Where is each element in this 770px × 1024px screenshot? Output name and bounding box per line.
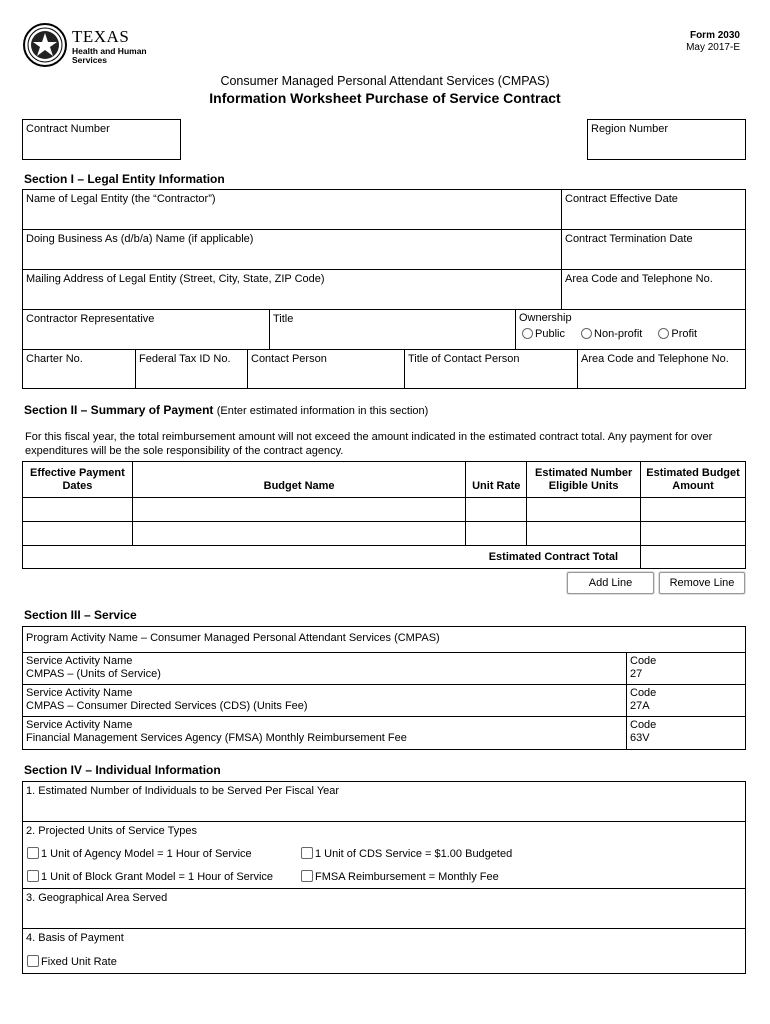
form-date: May 2017-E xyxy=(686,42,740,53)
service-activity-value: CMPAS – Consumer Directed Services (CDS) (Units Fee) xyxy=(26,700,308,712)
payment-row xyxy=(23,498,746,522)
rep-title-label: Title xyxy=(273,313,294,325)
section2-title: Section II – Summary of Payment xyxy=(24,403,214,417)
form-title-line1: Consumer Managed Personal Attendant Services (CMPAS) xyxy=(220,74,550,88)
service-activity-row-2 xyxy=(22,684,627,717)
dba-name-field[interactable] xyxy=(22,229,562,270)
section2-paragraph: For this fiscal year, the total reimbursement amount will not exceed the amount indicated in the estimated contract total. Any payment for over expenditures will be the sole responsibility of the contract agency. xyxy=(25,431,713,457)
ownership-profit-option[interactable] xyxy=(658,328,697,340)
area-code-phone-field[interactable] xyxy=(561,269,746,310)
federal-tax-id-field[interactable] xyxy=(135,349,248,389)
contractor-rep-label: Contractor Representative xyxy=(26,313,155,325)
est-amount-input[interactable] xyxy=(641,522,746,546)
dba-name-label: Doing Business As (d/b/a) Name (if applicable) xyxy=(26,233,254,245)
est-units-input[interactable] xyxy=(527,498,641,522)
checkbox-icon[interactable] xyxy=(27,870,39,882)
logo-line1: Health and Human xyxy=(72,46,147,56)
form-number-block xyxy=(686,30,740,54)
section3-heading: Section III – Service xyxy=(24,608,137,622)
payment-total-row xyxy=(23,546,746,569)
agency-model-option[interactable] xyxy=(27,847,252,860)
hhs-logo xyxy=(22,22,152,72)
budget-name-input[interactable] xyxy=(132,498,465,522)
cds-service-option[interactable] xyxy=(301,847,512,860)
payment-dates-input[interactable] xyxy=(23,522,133,546)
est-individuals-label: 1. Estimated Number of Individuals to be Served Per Fiscal Year xyxy=(26,785,340,797)
ownership-public-option[interactable] xyxy=(522,328,565,340)
service-activity-value: CMPAS – (Units of Service) xyxy=(26,668,161,680)
code-label: Code xyxy=(630,687,657,699)
radio-profit-icon[interactable] xyxy=(658,328,669,339)
title-contact-person-field[interactable] xyxy=(404,349,578,389)
form-number: Form 2030 xyxy=(689,30,740,41)
contract-effective-date-label: Contract Effective Date xyxy=(565,193,678,205)
geo-area-field[interactable] xyxy=(22,888,746,929)
code-label: Code xyxy=(630,655,657,667)
service-code-row-2 xyxy=(626,684,746,717)
cds-service-label: 1 Unit of CDS Service = $1.00 Budgeted xyxy=(315,848,513,860)
contract-termination-date-label: Contract Termination Date xyxy=(565,233,693,245)
service-code-row-3 xyxy=(626,716,746,750)
logo-line2: Services xyxy=(72,55,107,65)
unit-rate-input[interactable] xyxy=(466,498,527,522)
contractor-rep-field[interactable] xyxy=(22,309,270,350)
checkbox-icon[interactable] xyxy=(27,847,39,859)
title-contact-person-label: Title of Contact Person xyxy=(408,353,520,365)
contract-termination-date-field[interactable] xyxy=(561,229,746,270)
contract-number-label: Contract Number xyxy=(26,123,110,135)
service-activity-label: Service Activity Name xyxy=(26,719,133,731)
payment-header-row xyxy=(23,462,746,498)
code-label: Code xyxy=(630,719,657,731)
code-value: 63V xyxy=(630,732,650,744)
unit-rate-input[interactable] xyxy=(466,522,527,546)
code-value: 27 xyxy=(630,668,643,680)
charter-no-label: Charter No. xyxy=(26,353,83,365)
col-est-amount: Estimated Budget Amount xyxy=(641,462,746,498)
contract-effective-date-field[interactable] xyxy=(561,189,746,230)
mailing-address-label: Mailing Address of Legal Entity (Street, City, State, ZIP Code) xyxy=(26,273,325,285)
est-amount-input[interactable] xyxy=(641,498,746,522)
logo-texas-text: TEXAS xyxy=(72,27,130,46)
service-code-row-1 xyxy=(626,652,746,685)
basis-payment-field xyxy=(22,928,746,974)
checkbox-icon[interactable] xyxy=(301,847,313,859)
ownership-profit-label: Profit xyxy=(671,328,698,340)
payment-dates-input[interactable] xyxy=(23,498,133,522)
ownership-public-label: Public xyxy=(535,328,565,340)
est-contract-total-input[interactable] xyxy=(641,546,746,569)
texas-seal-icon xyxy=(22,22,68,68)
service-activity-row-1 xyxy=(22,652,627,685)
region-number-label: Region Number xyxy=(591,123,669,135)
federal-tax-id-label: Federal Tax ID No. xyxy=(139,353,231,365)
charter-no-field[interactable] xyxy=(22,349,136,389)
radio-nonprofit-icon[interactable] xyxy=(581,328,592,339)
area-code-phone-label: Area Code and Telephone No. xyxy=(565,273,713,285)
est-individuals-field[interactable] xyxy=(22,781,746,822)
fixed-unit-rate-label: Fixed Unit Rate xyxy=(41,956,117,968)
agency-model-label: 1 Unit of Agency Model = 1 Hour of Service xyxy=(41,848,252,860)
est-units-input[interactable] xyxy=(527,522,641,546)
ownership-nonprofit-option[interactable] xyxy=(581,328,642,340)
ownership-nonprofit-label: Non-profit xyxy=(594,328,643,340)
budget-name-input[interactable] xyxy=(132,522,465,546)
legal-entity-name-field[interactable] xyxy=(22,189,562,230)
section4-heading: Section IV – Individual Information xyxy=(24,763,221,777)
col-unit-rate: Unit Rate xyxy=(466,462,527,498)
area-code-phone2-label: Area Code and Telephone No. xyxy=(581,353,729,365)
contract-number-field[interactable] xyxy=(22,119,181,160)
payment-row xyxy=(23,522,746,546)
program-activity-row xyxy=(22,626,746,653)
contact-person-field[interactable] xyxy=(247,349,405,389)
add-line-button[interactable]: Add Line xyxy=(567,572,654,594)
service-activity-row-3 xyxy=(22,716,627,750)
section2-note: (Enter estimated information in this section) xyxy=(216,405,429,417)
service-activity-label: Service Activity Name xyxy=(26,687,133,699)
contact-person-label: Contact Person xyxy=(251,353,327,365)
ownership-options xyxy=(519,328,742,341)
est-contract-total-label: Estimated Contract Total xyxy=(23,546,641,569)
legal-entity-name-label: Name of Legal Entity (the “Contractor”) xyxy=(26,193,216,205)
section2-heading xyxy=(24,403,428,417)
col-est-units: Estimated Number Eligible Units xyxy=(527,462,641,498)
col-budget-name: Budget Name xyxy=(132,462,465,498)
rep-title-field[interactable] xyxy=(269,309,516,350)
form-title-line2: Information Worksheet Purchase of Service Contract xyxy=(209,90,561,106)
col-effective-payment-dates: Effective Payment Dates xyxy=(23,462,133,498)
program-activity-label: Program Activity Name – Consumer Managed Personal Attendant Services (CMPAS) xyxy=(26,632,440,644)
section1-heading: Section I – Legal Entity Information xyxy=(24,172,225,186)
geo-area-label: 3. Geographical Area Served xyxy=(26,892,168,904)
checkbox-icon[interactable] xyxy=(301,870,313,882)
code-value: 27A xyxy=(630,700,650,712)
area-code-phone2-field[interactable] xyxy=(577,349,746,389)
fmsa-label: FMSA Reimbursement = Monthly Fee xyxy=(315,871,499,883)
remove-line-button[interactable]: Remove Line xyxy=(659,572,745,594)
basis-payment-label: 4. Basis of Payment xyxy=(26,932,124,944)
checkbox-icon[interactable] xyxy=(27,955,39,967)
fmsa-option[interactable] xyxy=(301,870,499,883)
ownership-label: Ownership xyxy=(519,312,572,324)
projected-units-label: 2. Projected Units of Service Types xyxy=(26,825,197,837)
block-grant-option[interactable] xyxy=(27,870,273,883)
region-number-field[interactable] xyxy=(587,119,746,160)
ownership-field xyxy=(515,309,746,350)
radio-public-icon[interactable] xyxy=(522,328,533,339)
payment-table xyxy=(22,461,746,569)
service-activity-value: Financial Management Services Agency (FMSA) Monthly Reimbursement Fee xyxy=(26,732,407,744)
logo-subtitle xyxy=(72,47,147,65)
service-activity-label: Service Activity Name xyxy=(26,655,133,667)
fixed-unit-rate-option[interactable] xyxy=(27,955,117,968)
mailing-address-field[interactable] xyxy=(22,269,562,310)
block-grant-label: 1 Unit of Block Grant Model = 1 Hour of Service xyxy=(41,871,274,883)
